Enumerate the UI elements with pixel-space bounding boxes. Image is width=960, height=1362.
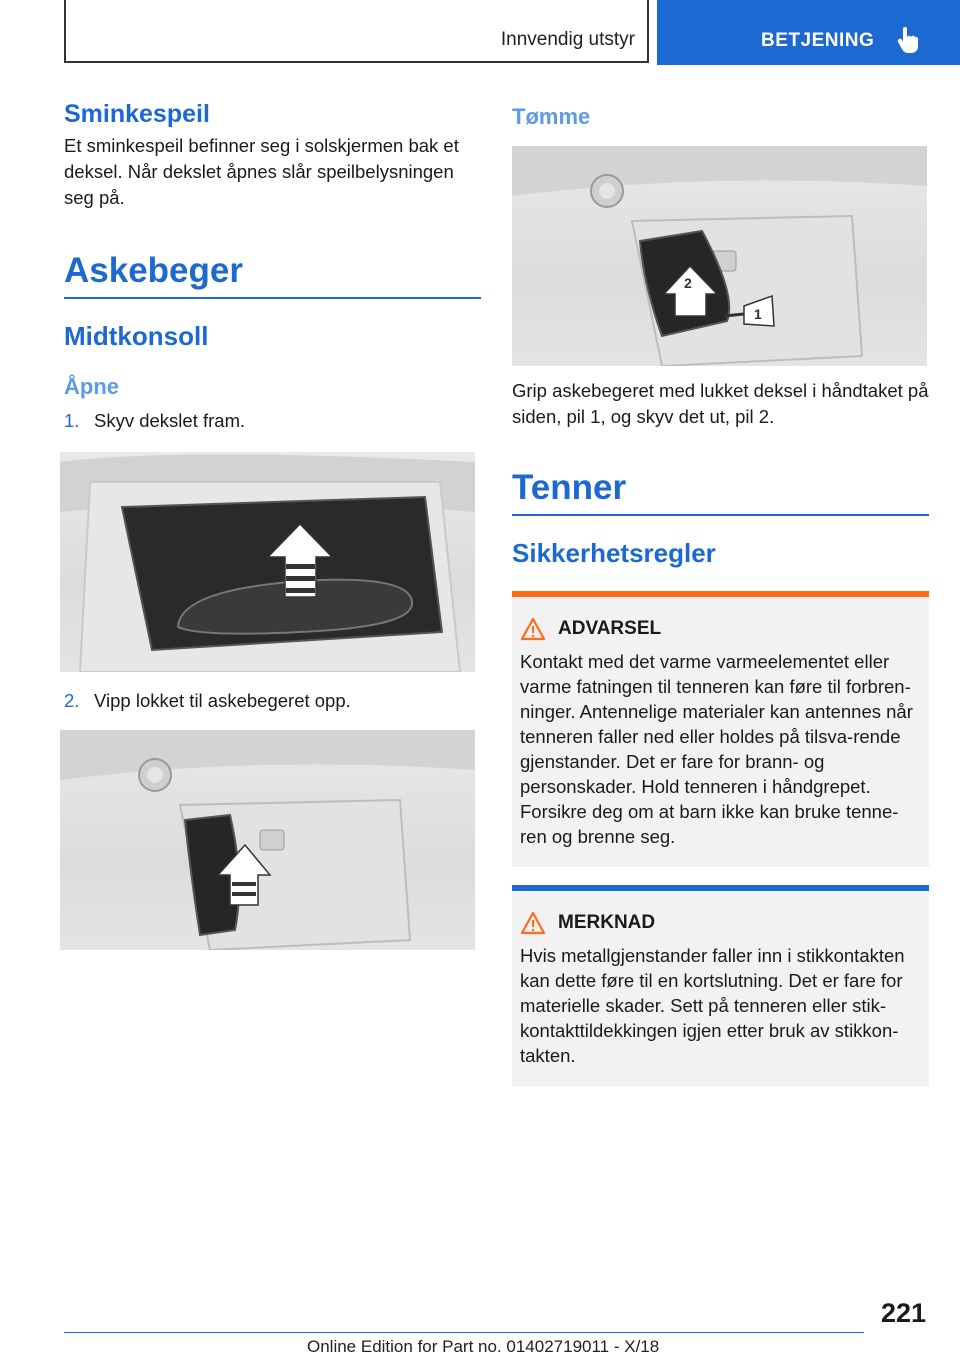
running-header-box — [64, 0, 649, 63]
warning-triangle-icon — [520, 617, 546, 641]
notice-text: Hvis metallgjenstander faller inn i stikkontakten kan dette føre til en kortslutning. Det er fare for materielle skader. Sett på tenneren eller stik-kontakttildekkingen igjen etter bruk av stikkon-takten. — [520, 945, 905, 1066]
ashtray-remove-illustration — [512, 146, 927, 366]
arrow-label-2: 2 — [684, 275, 692, 291]
page-number: 221 — [880, 1298, 926, 1328]
chapter-tab[interactable] — [657, 0, 960, 65]
heading-midtkonsoll: Midtkonsoll — [64, 321, 209, 351]
chapter-title: BETJENING — [761, 30, 875, 51]
notice-header — [512, 891, 929, 935]
step-number: 2. — [64, 690, 80, 711]
figure-empty-ashtray — [512, 146, 927, 366]
step-text: Skyv dekslet fram. — [94, 410, 246, 431]
heading-sikkerhetsregler: Sikkerhetsregler — [512, 538, 716, 568]
tomme-text: Grip askebegeret med lukket deksel i håndtaket på siden, pil 1, og skyv det ut, pil 2. — [512, 380, 929, 427]
heading-tenner: Tenner — [512, 468, 929, 516]
warning-box — [512, 591, 929, 867]
ashtray-cover-illustration — [60, 452, 475, 672]
warning-text: Kontakt med det varme varmeelementet eller varme fatningen til tenneren kan føre til forbren-ninger. Antennelige materialer kan antennes når tenneren faller ned eller holdes på tilsva-rende gjenstander. Det er fare for brann- og personskader. Hold tenneren i håndgrepet. Forsikre deg om at barn ikke kan bruke tenne-ren og brenne seg. — [520, 651, 913, 847]
notice-triangle-icon — [520, 911, 546, 935]
warning-label: ADVARSEL — [558, 618, 662, 639]
notice-box — [512, 885, 929, 1086]
edition-footer: Online Edition for Part no. 01402719011 - X/18 — [307, 1337, 660, 1356]
warning-header — [512, 597, 929, 641]
hand-pointer-icon — [897, 26, 919, 54]
step-number: 1. — [64, 410, 80, 431]
step-2 — [64, 688, 481, 714]
heading-askebeger: Askebeger — [64, 251, 481, 299]
notice-label: MERKNAD — [558, 912, 656, 933]
section-title: Innvendig utstyr — [500, 29, 635, 50]
left-column — [64, 100, 481, 950]
right-column — [512, 100, 929, 1086]
step-text: Vipp lokket til askebegeret opp. — [94, 690, 351, 711]
footer-divider — [64, 1332, 864, 1333]
arrow-label-1: 1 — [754, 306, 762, 322]
ashtray-lid-illustration — [60, 730, 475, 950]
sminkespeil-text: Et sminkespeil befinner seg i solskjermen bak et deksel. Når dekslet åpnes slår speilbelysningen seg på. — [64, 135, 459, 208]
figure-tilt-lid — [60, 730, 475, 950]
step-1 — [64, 408, 481, 434]
heading-sminkespeil: Sminkespeil — [64, 100, 210, 128]
figure-slide-cover — [60, 452, 475, 672]
heading-tomme: Tømme — [512, 104, 591, 129]
heading-apne: Åpne — [64, 374, 119, 399]
